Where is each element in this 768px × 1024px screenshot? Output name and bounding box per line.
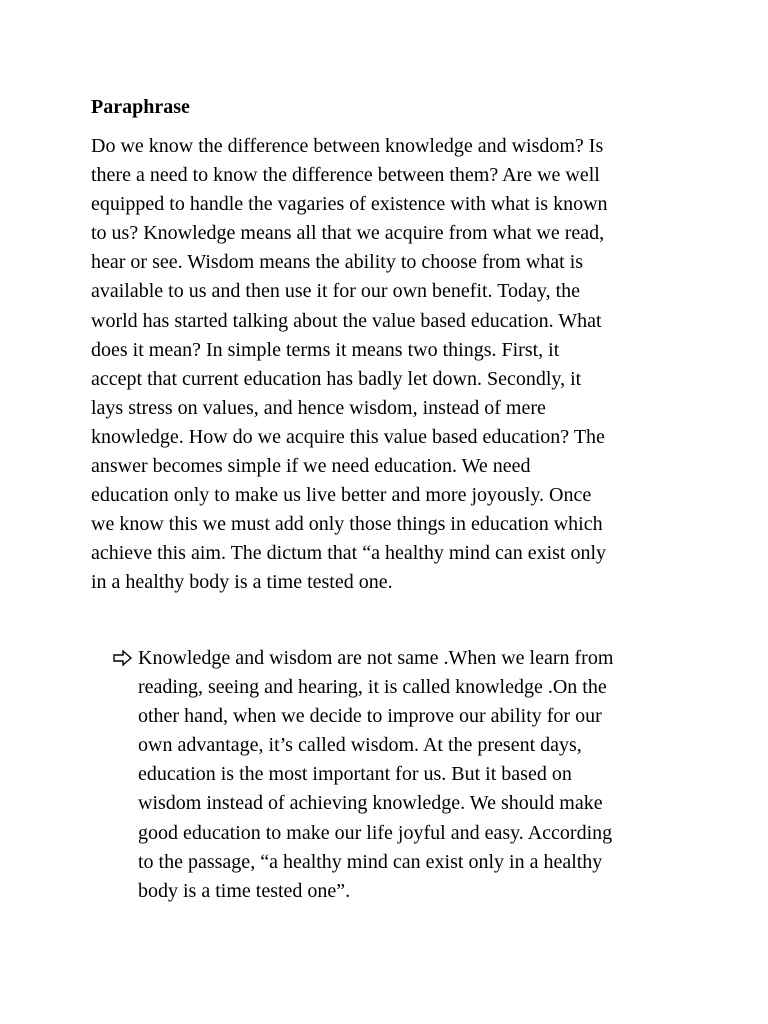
- bullet-line: other hand, when we decide to improve our ability for our: [138, 705, 602, 728]
- paragraph-line: world has started talking about the value based education. What: [91, 309, 602, 332]
- bullet-line: own advantage, it’s called wisdom. At the present days,: [138, 734, 582, 757]
- paragraph-line: does it mean? In simple terms it means two things. First, it: [91, 338, 560, 361]
- paragraph-line: answer becomes simple if we need education. We need: [91, 455, 531, 478]
- paragraph-line: equipped to handle the vagaries of existence with what is known: [91, 193, 608, 216]
- bullet-text: [138, 644, 613, 906]
- paragraph-line: to us? Knowledge means all that we acquire from what we read,: [91, 222, 605, 245]
- bullet-line: good education to make our life joyful and easy. According: [138, 821, 613, 844]
- paragraph-line: we know this we must add only those things in education which: [91, 513, 603, 536]
- bullet-line: wisdom instead of achieving knowledge. We should make: [138, 792, 603, 815]
- bullet-line: reading, seeing and hearing, it is called knowledge .On the: [138, 676, 607, 699]
- paragraph-line: hear or see. Wisdom means the ability to choose from what is: [91, 251, 584, 274]
- bullet-line: education is the most important for us. But it based on: [138, 763, 572, 786]
- paragraph-line: Do we know the difference between knowledge and wisdom? Is: [91, 135, 604, 157]
- bullet-line: to the passage, “a healthy mind can exist only in a healthy: [138, 850, 603, 873]
- right-arrow-outline-icon: [112, 647, 134, 669]
- paragraph-line: knowledge. How do we acquire this value based education? The: [91, 425, 605, 448]
- paragraph-line: lays stress on values, and hence wisdom, instead of mere: [91, 396, 546, 419]
- bullet-line: body is a time tested one”.: [138, 879, 351, 902]
- paragraph-line: there a need to know the difference between them? Are we well: [91, 164, 600, 187]
- paragraph-line: accept that current education has badly let down. Secondly, it: [91, 367, 582, 390]
- paragraph-line: available to us and then use it for our own benefit. Today, the: [91, 280, 581, 303]
- paragraph-line: in a healthy body is a time tested one.: [91, 571, 393, 594]
- paragraph-line: achieve this aim. The dictum that “a healthy mind can exist only: [91, 542, 607, 565]
- bullet-line: Knowledge and wisdom are not same .When we learn from: [138, 647, 614, 669]
- body-paragraph: [91, 132, 691, 598]
- paragraph-line: education only to make us live better and more joyously. Once: [91, 484, 592, 507]
- page-title: Paraphrase: [91, 96, 190, 118]
